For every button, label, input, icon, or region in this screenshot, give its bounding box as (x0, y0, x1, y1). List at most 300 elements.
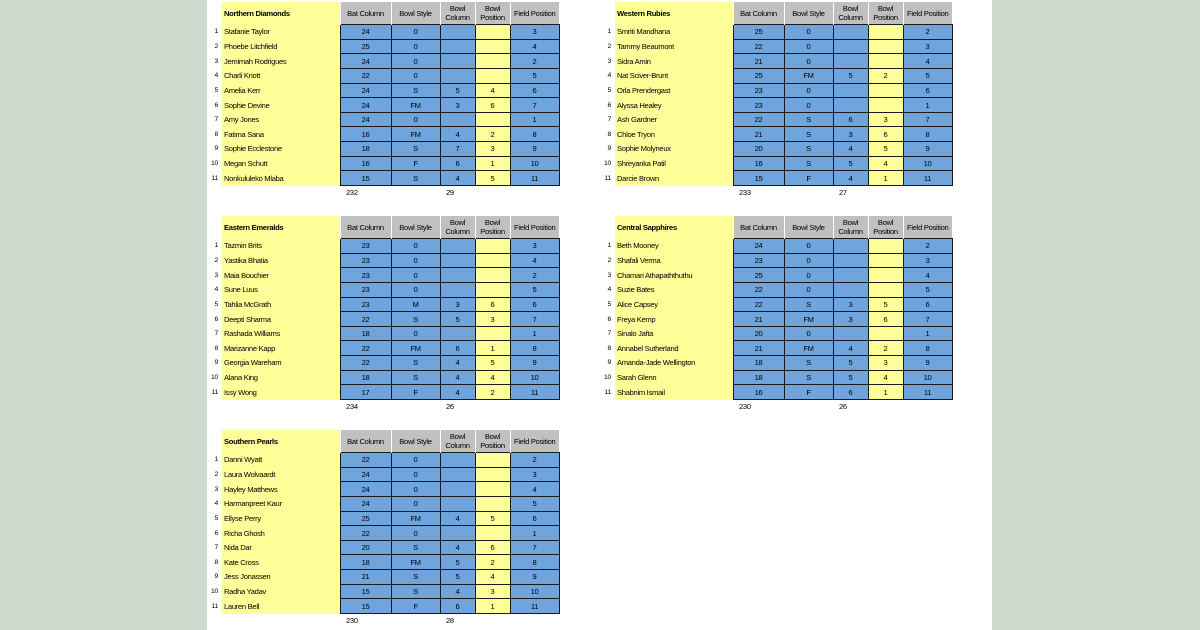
field-position-cell[interactable]: 3 (510, 467, 559, 482)
bowl-column-cell[interactable]: 6 (440, 156, 475, 171)
team-name[interactable]: Southern Pearls (222, 430, 340, 453)
bat-column-header[interactable]: Bat Column (733, 2, 784, 25)
bowl-column-cell[interactable]: 6 (440, 599, 475, 614)
bowl-column-cell[interactable] (833, 239, 868, 254)
bowl-style-cell[interactable]: M (391, 297, 440, 312)
bowl-position-cell[interactable] (868, 253, 903, 268)
bowl-position-cell[interactable]: 2 (868, 68, 903, 83)
bowl-column-cell[interactable] (440, 526, 475, 541)
player-name-cell[interactable]: Laura Wolvaardt (222, 467, 340, 482)
bowl-position-cell[interactable]: 3 (475, 584, 510, 599)
bowl-style-cell[interactable]: 0 (784, 39, 833, 54)
player-name-cell[interactable]: Alice Capsey (615, 297, 733, 312)
bowl-style-cell[interactable]: 0 (391, 112, 440, 127)
bowl-column-cell[interactable]: 4 (833, 341, 868, 356)
player-name-cell[interactable]: Alyssa Healey (615, 98, 733, 113)
bowl-position-cell[interactable]: 6 (868, 127, 903, 142)
player-name-cell[interactable]: Amanda-Jade Wellington (615, 356, 733, 371)
bat-column-cell[interactable]: 23 (733, 98, 784, 113)
bowl-style-cell[interactable]: 0 (784, 54, 833, 69)
bat-column-cell[interactable]: 21 (340, 570, 391, 585)
bowl-position-cell[interactable] (475, 482, 510, 497)
bowl-style-cell[interactable]: 0 (391, 268, 440, 283)
bat-column-cell[interactable]: 21 (733, 312, 784, 327)
bat-column-cell[interactable]: 22 (733, 297, 784, 312)
bat-column-cell[interactable]: 18 (733, 370, 784, 385)
field-position-cell[interactable]: 11 (510, 599, 559, 614)
bowl-style-cell[interactable]: F (784, 385, 833, 400)
field-position-cell[interactable]: 4 (903, 268, 952, 283)
bowl-position-cell[interactable]: 5 (475, 356, 510, 371)
player-name-cell[interactable]: Rashada Williams (222, 326, 340, 341)
field-position-cell[interactable]: 7 (903, 312, 952, 327)
player-name-cell[interactable]: Tahlia McGrath (222, 297, 340, 312)
player-name-cell[interactable]: Nida Dar (222, 540, 340, 555)
bat-column-cell[interactable]: 25 (733, 268, 784, 283)
bat-column-cell[interactable]: 24 (340, 25, 391, 40)
player-name-cell[interactable]: Beth Mooney (615, 239, 733, 254)
bowl-position-cell[interactable]: 6 (475, 98, 510, 113)
field-position-cell[interactable]: 1 (510, 326, 559, 341)
field-position-cell[interactable]: 9 (510, 142, 559, 157)
bowl-position-cell[interactable]: 5 (868, 297, 903, 312)
bat-column-cell[interactable]: 21 (733, 54, 784, 69)
bowl-column-cell[interactable]: 4 (833, 142, 868, 157)
bowl-position-header[interactable] (475, 430, 510, 453)
bat-column-cell[interactable]: 23 (340, 297, 391, 312)
bowl-position-cell[interactable] (868, 39, 903, 54)
field-position-cell[interactable]: 5 (903, 282, 952, 297)
bowl-position-cell[interactable] (475, 112, 510, 127)
bowl-position-cell[interactable]: 6 (868, 312, 903, 327)
bowl-total[interactable]: 28 (440, 614, 559, 628)
bowl-position-cell[interactable]: 4 (868, 156, 903, 171)
player-name-cell[interactable]: Darcie Brown (615, 171, 733, 186)
bat-column-cell[interactable]: 16 (340, 127, 391, 142)
player-name-cell[interactable]: Stafanie Taylor (222, 25, 340, 40)
bowl-style-header[interactable]: Bowl Style (391, 430, 440, 453)
bowl-position-cell[interactable] (475, 68, 510, 83)
team-name[interactable]: Western Rubies (615, 2, 733, 25)
field-position-cell[interactable]: 5 (510, 68, 559, 83)
bat-column-cell[interactable]: 24 (733, 239, 784, 254)
field-position-cell[interactable]: 10 (510, 370, 559, 385)
player-name-cell[interactable]: Georgia Wareham (222, 356, 340, 371)
player-name-cell[interactable]: Sinalo Jafta (615, 326, 733, 341)
bat-column-cell[interactable]: 25 (340, 39, 391, 54)
bowl-total[interactable]: 27 (833, 186, 952, 200)
team-name[interactable]: Eastern Emeralds (222, 216, 340, 239)
field-position-cell[interactable]: 11 (510, 171, 559, 186)
field-position-cell[interactable]: 9 (510, 570, 559, 585)
bat-column-cell[interactable]: 22 (340, 341, 391, 356)
bowl-style-cell[interactable]: FM (784, 341, 833, 356)
bowl-column-cell[interactable] (833, 54, 868, 69)
player-name-cell[interactable]: Shafali Verma (615, 253, 733, 268)
bowl-style-cell[interactable]: F (391, 599, 440, 614)
bowl-column-cell[interactable]: 3 (440, 98, 475, 113)
bowl-style-cell[interactable]: 0 (391, 482, 440, 497)
bowl-column-cell[interactable] (440, 482, 475, 497)
bowl-style-cell[interactable]: 0 (391, 467, 440, 482)
bowl-style-cell[interactable]: 0 (391, 526, 440, 541)
bat-total[interactable]: 233 (733, 186, 833, 200)
bowl-position-cell[interactable]: 4 (475, 370, 510, 385)
bowl-position-cell[interactable]: 1 (475, 341, 510, 356)
bat-column-header[interactable]: Bat Column (733, 216, 784, 239)
player-name-cell[interactable]: Maia Bouchier (222, 268, 340, 283)
bowl-total[interactable]: 26 (440, 400, 559, 414)
field-position-cell[interactable]: 10 (903, 370, 952, 385)
player-name-cell[interactable]: Sune Luus (222, 282, 340, 297)
bowl-column-cell[interactable] (440, 496, 475, 511)
bat-column-cell[interactable]: 24 (340, 467, 391, 482)
bat-total[interactable]: 234 (340, 400, 440, 414)
bat-column-cell[interactable]: 22 (733, 39, 784, 54)
bowl-column-cell[interactable] (440, 25, 475, 40)
player-name-cell[interactable]: Tazmin Brits (222, 239, 340, 254)
field-position-cell[interactable]: 10 (510, 156, 559, 171)
bat-total[interactable]: 232 (340, 186, 440, 200)
bowl-style-cell[interactable]: 0 (391, 496, 440, 511)
bowl-style-cell[interactable]: 0 (784, 282, 833, 297)
bowl-column-cell[interactable] (440, 68, 475, 83)
bat-column-cell[interactable]: 18 (733, 356, 784, 371)
field-position-header[interactable]: Field Position (510, 216, 559, 239)
bowl-column-cell[interactable]: 5 (833, 356, 868, 371)
field-position-cell[interactable]: 8 (903, 127, 952, 142)
bat-column-cell[interactable]: 22 (340, 68, 391, 83)
player-name-cell[interactable]: Deepti Sharma (222, 312, 340, 327)
field-position-cell[interactable]: 9 (510, 356, 559, 371)
bowl-style-cell[interactable]: S (784, 156, 833, 171)
bowl-column-cell[interactable]: 5 (833, 68, 868, 83)
bowl-column-cell[interactable] (440, 326, 475, 341)
player-name-cell[interactable]: Harmanpreet Kaur (222, 496, 340, 511)
bat-column-cell[interactable]: 22 (340, 312, 391, 327)
bowl-column-cell[interactable] (440, 453, 475, 468)
bowl-position-cell[interactable]: 5 (475, 511, 510, 526)
player-name-cell[interactable]: Freya Kemp (615, 312, 733, 327)
bat-column-cell[interactable]: 18 (340, 326, 391, 341)
field-position-cell[interactable]: 3 (510, 239, 559, 254)
bowl-column-cell[interactable]: 4 (440, 127, 475, 142)
player-name-cell[interactable]: Suzie Bates (615, 282, 733, 297)
bat-column-cell[interactable]: 17 (340, 385, 391, 400)
bowl-column-cell[interactable] (833, 25, 868, 40)
bowl-style-cell[interactable]: S (784, 370, 833, 385)
bowl-position-cell[interactable] (868, 326, 903, 341)
field-position-cell[interactable]: 3 (903, 253, 952, 268)
bowl-position-cell[interactable]: 3 (475, 312, 510, 327)
bowl-column-cell[interactable]: 4 (833, 171, 868, 186)
bowl-style-cell[interactable]: S (784, 112, 833, 127)
player-name-cell[interactable]: Tammy Beaumont (615, 39, 733, 54)
bowl-style-cell[interactable]: 0 (391, 282, 440, 297)
bowl-position-cell[interactable] (868, 239, 903, 254)
bowl-column-cell[interactable]: 6 (440, 341, 475, 356)
bowl-column-cell[interactable]: 4 (440, 171, 475, 186)
bowl-style-header[interactable]: Bowl Style (391, 2, 440, 25)
bat-column-cell[interactable]: 16 (733, 156, 784, 171)
bowl-style-cell[interactable]: 0 (784, 25, 833, 40)
player-name-cell[interactable]: Hayley Matthews (222, 482, 340, 497)
bowl-style-cell[interactable]: S (784, 356, 833, 371)
bat-column-cell[interactable]: 24 (340, 112, 391, 127)
bowl-position-header[interactable] (475, 2, 510, 25)
player-name-cell[interactable]: Shreyanka Patil (615, 156, 733, 171)
bowl-style-cell[interactable]: 0 (391, 326, 440, 341)
player-name-cell[interactable]: Ash Gardner (615, 112, 733, 127)
bowl-style-cell[interactable]: S (391, 540, 440, 555)
bowl-column-header[interactable] (440, 2, 475, 25)
field-position-cell[interactable]: 5 (510, 496, 559, 511)
player-name-cell[interactable]: Fatima Sana (222, 127, 340, 142)
player-name-cell[interactable]: Lauren Bell (222, 599, 340, 614)
bowl-style-cell[interactable]: F (784, 171, 833, 186)
player-name-cell[interactable]: Sophie Ecclestone (222, 142, 340, 157)
bat-column-cell[interactable]: 25 (340, 511, 391, 526)
field-position-cell[interactable]: 1 (510, 112, 559, 127)
bowl-style-cell[interactable]: 0 (391, 54, 440, 69)
bat-column-cell[interactable]: 23 (733, 83, 784, 98)
bat-column-cell[interactable]: 20 (733, 326, 784, 341)
bowl-column-cell[interactable] (440, 112, 475, 127)
field-position-header[interactable]: Field Position (510, 2, 559, 25)
bowl-position-cell[interactable]: 5 (868, 142, 903, 157)
field-position-cell[interactable]: 6 (903, 83, 952, 98)
bat-column-cell[interactable]: 18 (340, 555, 391, 570)
player-name-cell[interactable]: Chamari Athapaththuthu (615, 268, 733, 283)
bowl-style-cell[interactable]: 0 (391, 25, 440, 40)
bowl-position-cell[interactable]: 3 (868, 112, 903, 127)
field-position-cell[interactable]: 2 (510, 453, 559, 468)
bowl-style-cell[interactable]: S (391, 142, 440, 157)
bat-column-cell[interactable]: 21 (733, 341, 784, 356)
field-position-cell[interactable]: 5 (510, 282, 559, 297)
field-position-cell[interactable]: 10 (903, 156, 952, 171)
bowl-column-cell[interactable]: 7 (440, 142, 475, 157)
player-name-cell[interactable]: Chloe Tryon (615, 127, 733, 142)
bowl-column-cell[interactable] (440, 39, 475, 54)
team-name[interactable]: Central Sapphires (615, 216, 733, 239)
field-position-cell[interactable]: 4 (510, 39, 559, 54)
bowl-position-cell[interactable]: 2 (475, 127, 510, 142)
bowl-column-cell[interactable] (833, 39, 868, 54)
bowl-position-cell[interactable]: 2 (475, 385, 510, 400)
bowl-style-cell[interactable]: 0 (784, 268, 833, 283)
player-name-cell[interactable]: Phoebe Litchfield (222, 39, 340, 54)
bat-column-cell[interactable]: 21 (733, 127, 784, 142)
bowl-style-cell[interactable]: 0 (784, 253, 833, 268)
bat-column-header[interactable]: Bat Column (340, 2, 391, 25)
bat-column-cell[interactable]: 24 (340, 54, 391, 69)
bat-column-header[interactable]: Bat Column (340, 430, 391, 453)
player-name-cell[interactable]: Sarah Glenn (615, 370, 733, 385)
bowl-style-cell[interactable]: 0 (784, 83, 833, 98)
bowl-column-header[interactable] (833, 216, 868, 239)
bat-column-cell[interactable]: 20 (733, 142, 784, 157)
field-position-cell[interactable]: 11 (510, 385, 559, 400)
bowl-style-cell[interactable]: S (391, 312, 440, 327)
bat-column-cell[interactable]: 22 (733, 112, 784, 127)
bat-column-cell[interactable]: 16 (733, 385, 784, 400)
field-position-cell[interactable]: 3 (903, 39, 952, 54)
bowl-style-cell[interactable]: 0 (391, 453, 440, 468)
field-position-cell[interactable]: 8 (903, 341, 952, 356)
bat-column-cell[interactable]: 22 (340, 453, 391, 468)
field-position-cell[interactable]: 9 (903, 356, 952, 371)
bowl-style-cell[interactable]: S (391, 171, 440, 186)
bowl-style-cell[interactable]: FM (391, 511, 440, 526)
bat-column-cell[interactable]: 24 (340, 482, 391, 497)
field-position-cell[interactable]: 6 (510, 511, 559, 526)
player-name-cell[interactable]: Sophie Molyneux (615, 142, 733, 157)
field-position-cell[interactable]: 6 (510, 297, 559, 312)
player-name-cell[interactable]: Charli Knott (222, 68, 340, 83)
bowl-position-cell[interactable]: 5 (475, 171, 510, 186)
bat-column-cell[interactable]: 16 (340, 156, 391, 171)
bat-column-cell[interactable]: 23 (340, 253, 391, 268)
bowl-style-cell[interactable]: 0 (784, 98, 833, 113)
field-position-cell[interactable]: 8 (510, 341, 559, 356)
bowl-position-cell[interactable] (475, 25, 510, 40)
bowl-position-cell[interactable] (868, 268, 903, 283)
player-name-cell[interactable]: Alana King (222, 370, 340, 385)
bowl-position-cell[interactable]: 6 (475, 297, 510, 312)
team-name[interactable]: Northern Diamonds (222, 2, 340, 25)
bowl-column-cell[interactable]: 5 (833, 156, 868, 171)
field-position-cell[interactable]: 4 (510, 482, 559, 497)
bowl-position-cell[interactable] (475, 526, 510, 541)
bowl-position-cell[interactable] (475, 253, 510, 268)
bowl-column-header[interactable] (440, 430, 475, 453)
field-position-cell[interactable]: 10 (510, 584, 559, 599)
bowl-column-cell[interactable] (833, 253, 868, 268)
bowl-style-cell[interactable]: FM (391, 555, 440, 570)
bowl-column-cell[interactable]: 6 (833, 112, 868, 127)
bowl-column-cell[interactable] (833, 83, 868, 98)
bowl-position-cell[interactable] (475, 467, 510, 482)
bat-column-cell[interactable]: 23 (733, 253, 784, 268)
bowl-style-header[interactable]: Bowl Style (784, 216, 833, 239)
bowl-column-cell[interactable]: 5 (833, 370, 868, 385)
bowl-position-cell[interactable] (475, 496, 510, 511)
player-name-cell[interactable]: Shabnim Ismail (615, 385, 733, 400)
bowl-column-cell[interactable]: 3 (833, 297, 868, 312)
bowl-position-cell[interactable]: 2 (475, 555, 510, 570)
bowl-column-cell[interactable]: 3 (440, 297, 475, 312)
bowl-position-cell[interactable]: 1 (868, 385, 903, 400)
bowl-position-cell[interactable] (475, 282, 510, 297)
player-name-cell[interactable]: Ellyse Perry (222, 511, 340, 526)
bowl-style-cell[interactable]: FM (391, 98, 440, 113)
bat-column-cell[interactable]: 18 (340, 142, 391, 157)
field-position-cell[interactable]: 7 (903, 112, 952, 127)
bowl-column-cell[interactable]: 4 (440, 511, 475, 526)
bowl-style-cell[interactable]: S (784, 127, 833, 142)
field-position-cell[interactable]: 6 (903, 297, 952, 312)
bowl-style-cell[interactable]: S (391, 356, 440, 371)
bowl-position-cell[interactable] (475, 268, 510, 283)
field-position-cell[interactable]: 5 (903, 68, 952, 83)
bat-column-cell[interactable]: 15 (340, 599, 391, 614)
bowl-position-cell[interactable]: 3 (475, 142, 510, 157)
bowl-column-cell[interactable]: 6 (833, 385, 868, 400)
player-name-cell[interactable]: Kate Cross (222, 555, 340, 570)
player-name-cell[interactable]: Sidra Amin (615, 54, 733, 69)
player-name-cell[interactable]: Radha Yadav (222, 584, 340, 599)
bat-column-cell[interactable]: 15 (733, 171, 784, 186)
field-position-cell[interactable]: 2 (903, 239, 952, 254)
field-position-cell[interactable]: 7 (510, 312, 559, 327)
bowl-column-cell[interactable] (440, 282, 475, 297)
field-position-cell[interactable]: 1 (903, 98, 952, 113)
bowl-position-cell[interactable] (868, 282, 903, 297)
field-position-cell[interactable]: 7 (510, 98, 559, 113)
player-name-cell[interactable]: Danni Wyatt (222, 453, 340, 468)
bat-column-cell[interactable]: 23 (340, 239, 391, 254)
bat-column-cell[interactable]: 22 (733, 282, 784, 297)
bowl-column-cell[interactable]: 4 (440, 370, 475, 385)
bat-column-cell[interactable]: 15 (340, 171, 391, 186)
field-position-cell[interactable]: 6 (510, 83, 559, 98)
bowl-total[interactable]: 29 (440, 186, 559, 200)
player-name-cell[interactable]: Nonkululeko Mlaba (222, 171, 340, 186)
bat-column-cell[interactable]: 25 (733, 68, 784, 83)
bowl-position-cell[interactable] (475, 326, 510, 341)
bowl-position-header[interactable] (868, 216, 903, 239)
bat-column-cell[interactable]: 23 (340, 268, 391, 283)
field-position-cell[interactable]: 2 (903, 25, 952, 40)
field-position-cell[interactable]: 2 (510, 268, 559, 283)
field-position-cell[interactable]: 8 (510, 555, 559, 570)
bowl-style-cell[interactable]: 0 (391, 253, 440, 268)
bowl-column-cell[interactable] (440, 268, 475, 283)
bat-column-cell[interactable]: 23 (340, 282, 391, 297)
player-name-cell[interactable]: Annabel Sutherland (615, 341, 733, 356)
bowl-column-cell[interactable]: 3 (833, 312, 868, 327)
bowl-column-cell[interactable]: 4 (440, 540, 475, 555)
bowl-position-cell[interactable] (475, 54, 510, 69)
bowl-position-cell[interactable] (475, 39, 510, 54)
bowl-position-cell[interactable]: 1 (868, 171, 903, 186)
bowl-style-cell[interactable]: FM (391, 127, 440, 142)
player-name-cell[interactable]: Amelia Kerr (222, 83, 340, 98)
bowl-style-cell[interactable]: 0 (784, 239, 833, 254)
bowl-position-cell[interactable]: 3 (868, 356, 903, 371)
bat-column-cell[interactable]: 15 (340, 584, 391, 599)
bat-column-cell[interactable]: 24 (340, 98, 391, 113)
player-name-cell[interactable]: Sophie Devine (222, 98, 340, 113)
bowl-style-cell[interactable]: FM (784, 68, 833, 83)
bowl-position-cell[interactable]: 6 (475, 540, 510, 555)
bowl-column-cell[interactable]: 3 (833, 127, 868, 142)
bowl-style-cell[interactable]: 0 (391, 239, 440, 254)
player-name-cell[interactable]: Yastika Bhatia (222, 253, 340, 268)
bowl-column-cell[interactable] (833, 326, 868, 341)
bowl-style-header[interactable]: Bowl Style (784, 2, 833, 25)
bowl-style-cell[interactable]: 0 (784, 326, 833, 341)
bowl-style-cell[interactable]: S (391, 83, 440, 98)
bowl-column-cell[interactable] (440, 467, 475, 482)
bowl-total[interactable]: 26 (833, 400, 952, 414)
player-name-cell[interactable]: Jemimah Rodrigues (222, 54, 340, 69)
bowl-style-cell[interactable]: S (391, 370, 440, 385)
bowl-column-cell[interactable] (833, 282, 868, 297)
bowl-style-cell[interactable]: F (391, 156, 440, 171)
field-position-cell[interactable]: 11 (903, 171, 952, 186)
